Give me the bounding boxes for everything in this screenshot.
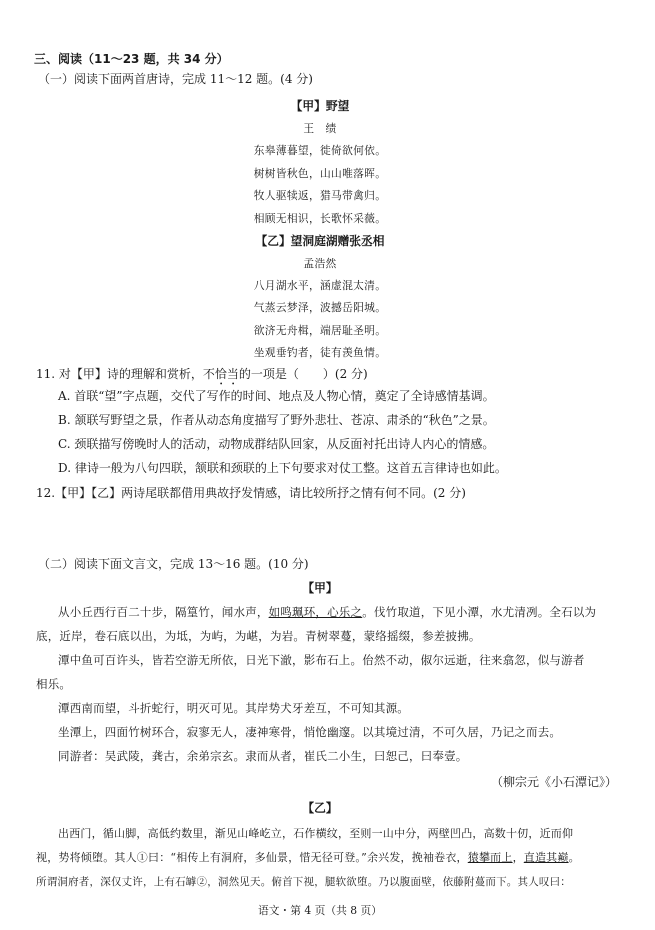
poem-b-line: 气蒸云梦泽，波撼岳阳城。	[253, 301, 387, 314]
text-b-underlined: 直造其巅	[523, 851, 569, 864]
q11-option-d: D. 律诗一般为八句四联，颔联和颈联的上下句要求对仗工整。这首五言律诗也如此。	[58, 461, 507, 475]
poem-b-line: 欲济无舟楫，端居耻圣明。	[253, 324, 387, 337]
text-b-label: 【乙】	[302, 801, 338, 815]
poem-b-author: 孟浩然	[303, 257, 337, 270]
text-b-underlined: 猿攀而上	[467, 851, 513, 864]
text-a-line: 潭西南而望，斗折蛇行，明灭可见。其岸势犬牙差互，不可知其源。	[58, 701, 409, 715]
text-a-line: 坐潭上，四面竹树环合，寂寥无人，凄神寒骨，悄怆幽邃。以其境过清，不可久居，乃记之而去。	[58, 725, 562, 739]
q11-stem-post: 的一项是（ ）(2 分)	[238, 367, 368, 381]
text-b-fragment: 视，势将倾堕。其人①曰：“相传上有洞府，多仙景，惜无径可登。”余兴发，挽袖卷衣，	[36, 851, 468, 864]
section-heading: 三、阅读（11～23 题，共 34 分）	[34, 52, 229, 66]
page-footer: 语文・第 4 页（共 8 页）	[257, 904, 383, 917]
text-a-source: （柳宗元《小石潭记》）	[490, 775, 617, 789]
q11-option-b: B. 颔联写野望之景，作者从动态角度描写了野外悲壮、苍凉、肃杀的“秋色”之景。	[58, 413, 495, 427]
poem-a-line: 牧人驱犊返，猎马带禽归。	[253, 189, 387, 202]
q11-emphasis: 恰当	[214, 367, 239, 381]
question-11-stem	[36, 366, 368, 388]
poem-a-line: 东皋薄暮望，徙倚欲何依。	[253, 144, 387, 157]
question-12: 12.【甲】【乙】两诗尾联都借用典故抒发情感，请比较所抒之情有何不同。(2 分)	[36, 486, 466, 500]
poem-a-author: 王 绩	[303, 122, 337, 135]
poem-a-line: 相顾无相识，长歌怀采薇。	[253, 212, 387, 225]
poem-b-line: 坐观垂钓者，徒有羡鱼情。	[253, 346, 387, 359]
poem-a-line: 树树皆秋色，山山唯落晖。	[253, 167, 387, 180]
text-a-line	[58, 604, 596, 620]
part2-instruction: （二）阅读下面文言文，完成 13～16 题。(10 分)	[38, 557, 309, 571]
text-a-fragment: 。伐竹取道，下见小潭，水尤清冽。全石以为	[362, 605, 597, 619]
q11-stem-pre: 11. 对【甲】诗的理解和赏析，不	[36, 367, 215, 381]
q11-option-c: C. 颈联描写傍晚时人的活动，动物成群结队回家，从反面衬托出诗人内心的情感。	[58, 437, 495, 451]
part1-instruction: （一）阅读下面两首唐诗，完成 11～12 题。(4 分)	[38, 72, 313, 86]
text-a-fragment: 从小丘西行百二十步，隔篁竹，闻水声，	[58, 605, 269, 619]
poem-a-title: 【甲】野望	[290, 99, 350, 113]
text-b-fragment: 。	[568, 851, 580, 864]
text-a-label: 【甲】	[302, 581, 338, 595]
text-a-line: 同游者：吴武陵，龚古，余弟宗玄。隶而从者，崔氏二小生，曰恕己，曰奉壹。	[58, 749, 468, 763]
text-b-fragment: ，	[512, 851, 524, 864]
text-a-line: 潭中鱼可百许头，皆若空游无所依，日光下澈，影布石上。佁然不动，俶尔远逝，往来翕忽，似与游者	[58, 653, 585, 667]
text-a-underlined: 如鸣珮环，心乐之	[268, 605, 363, 619]
q11-option-a: A. 首联“望”字点题，交代了写作的时间、地点及人物心情，奠定了全诗感情基调。	[58, 389, 495, 403]
text-b-line	[36, 850, 580, 866]
poem-b-line: 八月湖水平，涵虚混太清。	[253, 279, 387, 292]
poem-b-title: 【乙】望洞庭湖赠张丞相	[255, 234, 385, 248]
text-b-line: 出西门，循山脚，高低约数里，渐见山峰屹立，石作横纹，至则一山中分，两壁凹凸，高数十仞，近而仰	[58, 827, 574, 840]
text-a-line: 底，近岸，卷石底以出，为坻，为屿，为嵁，为岩。青树翠蔓，蒙络摇缀，参差披拂。	[36, 629, 481, 643]
text-b-line: 所谓洞府者，深仅丈许，上有石罅②，洞然见天。俯首下视，腿软欲堕。乃以腹面壁，依藤附蔓而下。其人叹曰：	[36, 876, 571, 888]
text-a-line: 相乐。	[36, 677, 72, 691]
